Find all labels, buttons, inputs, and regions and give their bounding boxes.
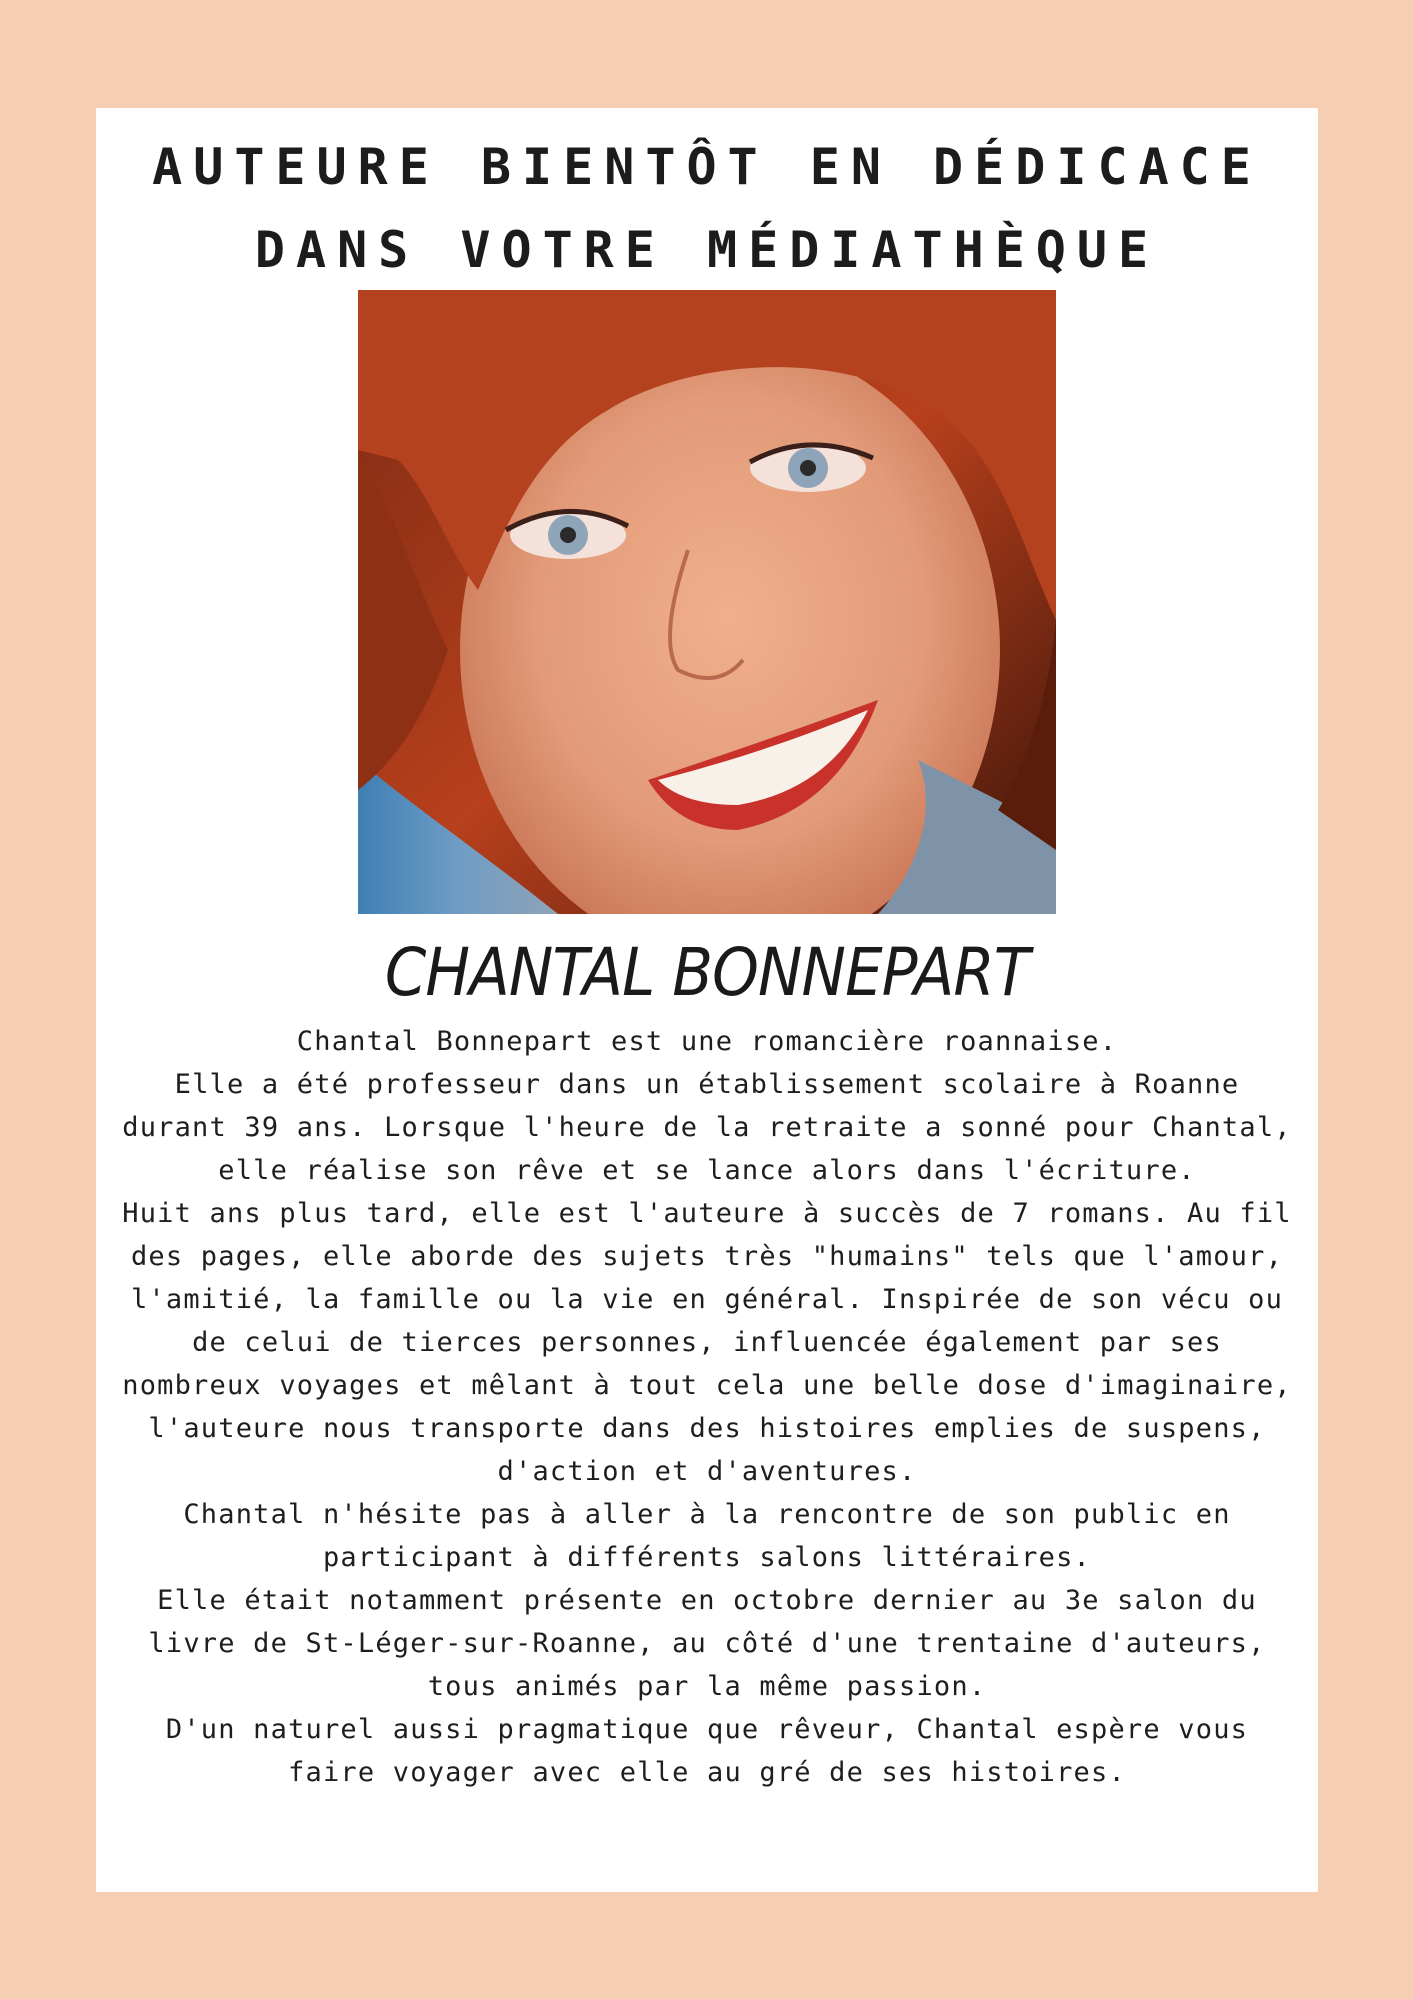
headline-line-2: DANS VOTRE MÉDIATHÈQUE: [254, 221, 1160, 279]
bio-paragraph: Chantal Bonnepart est une romancière roannaise.: [296, 1026, 1118, 1057]
poster-headline: [96, 126, 1318, 292]
author-name: CHANTAL BONNEPART: [384, 934, 1030, 1011]
bio-paragraph: Elle a été professeur dans un établissement scolaire à Roanne durant 39 ans. Lorsque l'heure de la retraite a sonné pour Chantal, elle réalise son rêve et se lance alors dans l'écriture.: [122, 1069, 1292, 1186]
author-portrait-photo: [358, 290, 1056, 914]
author-biography: [116, 1020, 1298, 1794]
bio-paragraph: Chantal n'hésite pas à aller à la rencontre de son public en participant à différents salons littéraires.: [183, 1499, 1231, 1573]
poster-card: [96, 108, 1318, 1892]
bio-paragraph: Elle était notamment présente en octobre dernier au 3e salon du livre de St-Léger-sur-Roanne, au côté d'une trentaine d'auteurs, tous animés par la même passion.: [148, 1585, 1266, 1702]
bio-paragraph: D'un naturel aussi pragmatique que rêveur, Chantal espère vous faire voyager avec elle au gré de ses histoires.: [165, 1714, 1249, 1788]
headline-line-1: AUTEURE BIENTÔT EN DÉDICACE: [152, 138, 1262, 196]
bio-paragraph: Huit ans plus tard, elle est l'auteure à succès de 7 romans. Au fil des pages, elle aborde des sujets très "humains" tels que l'amour, l'amitié, la famille ou la vie en général. Inspirée de son vécu ou de celui de tierces personnes, influencée également par ses nombreux voyages et mêlant à tout cela une belle dose d'imaginaire, l'auteure nous transporte dans des histoires emplies de suspens, d'action et d'aventures.: [122, 1198, 1292, 1487]
